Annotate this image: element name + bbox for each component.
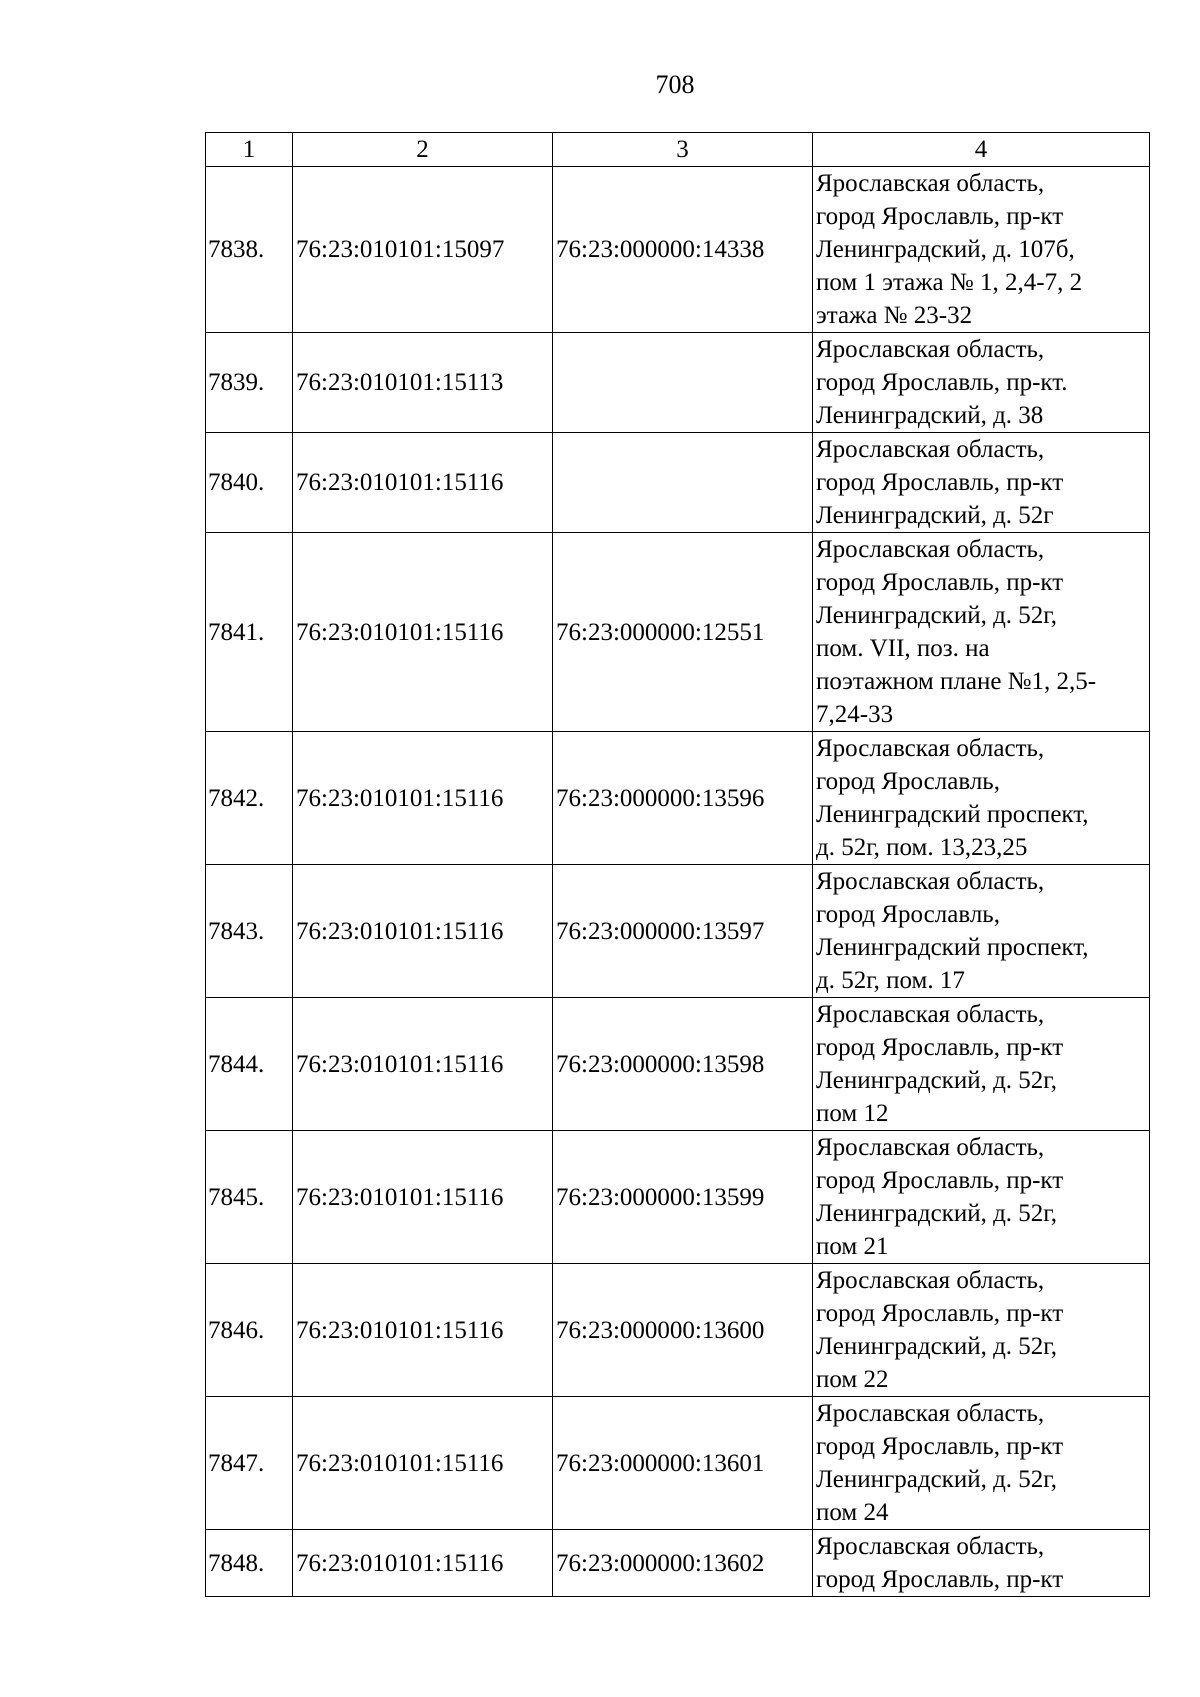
object-cadastral-number-cell: 76:23:000000:13602 <box>553 1530 813 1597</box>
object-cadastral-number-cell: 76:23:000000:12551 <box>553 533 813 732</box>
address-line: Ленинградский, д. 107б, <box>816 236 1075 263</box>
table-row <box>206 533 1150 732</box>
address-cell <box>813 167 1150 333</box>
address-cell <box>813 732 1150 865</box>
address-cell <box>813 1530 1150 1597</box>
cadastral-number-cell: 76:23:010101:15116 <box>293 433 553 533</box>
address-line: этажа № 23-32 <box>816 302 973 329</box>
row-number-cell: 7846. <box>206 1264 293 1397</box>
address-line: пом 12 <box>816 1100 889 1127</box>
object-cadastral-number-cell: 76:23:000000:13597 <box>553 865 813 998</box>
cadastral-number-cell: 76:23:010101:15116 <box>293 1264 553 1397</box>
address-cell <box>813 1264 1150 1397</box>
address-line: Ярославская область, <box>816 735 1045 762</box>
row-number-cell: 7840. <box>206 433 293 533</box>
address-line: Ленинградский, д. 52г, <box>816 1067 1057 1094</box>
column-header-1: 1 <box>206 133 293 167</box>
cadastral-number-cell: 76:23:010101:15116 <box>293 998 553 1131</box>
address-line: Ленинградский, д. 38 <box>816 402 1044 429</box>
address-line: Ленинградский проспект, <box>816 934 1089 961</box>
address-cell <box>813 1397 1150 1530</box>
address-cell <box>813 533 1150 732</box>
row-number-cell: 7843. <box>206 865 293 998</box>
address-line: город Ярославль, пр-кт <box>816 1034 1064 1061</box>
address-line: город Ярославль, <box>816 768 1000 795</box>
address-line: Ленинградский проспект, <box>816 801 1089 828</box>
object-cadastral-number-cell: 76:23:000000:13600 <box>553 1264 813 1397</box>
address-line: пом. VII, поз. на <box>816 635 990 662</box>
page-number: 708 <box>655 70 695 99</box>
column-header-2: 2 <box>293 133 553 167</box>
address-line: Ярославская область, <box>816 1134 1045 1161</box>
table-row <box>206 1397 1150 1530</box>
address-line: город Ярославль, пр-кт <box>816 1566 1064 1593</box>
address-line: пом 22 <box>816 1366 889 1393</box>
address-line: Ярославская область, <box>816 436 1045 463</box>
address-cell <box>813 333 1150 433</box>
row-number-cell: 7847. <box>206 1397 293 1530</box>
table-row <box>206 167 1150 333</box>
table-row <box>206 1131 1150 1264</box>
cadastral-number-cell: 76:23:010101:15116 <box>293 1131 553 1264</box>
address-cell <box>813 433 1150 533</box>
object-cadastral-number-cell: 76:23:000000:13598 <box>553 998 813 1131</box>
cadastral-number-cell: 76:23:010101:15097 <box>293 167 553 333</box>
address-line: Ярославская область, <box>816 1001 1045 1028</box>
object-cadastral-number-cell <box>553 333 813 433</box>
address-line: Ленинградский, д. 52г <box>816 502 1054 529</box>
table-row <box>206 433 1150 533</box>
table-row <box>206 998 1150 1131</box>
address-line: город Ярославль, пр-кт <box>816 1167 1064 1194</box>
address-cell <box>813 998 1150 1131</box>
table-body <box>206 167 1150 1597</box>
table-row <box>206 1530 1150 1597</box>
address-line: город Ярославль, пр-кт <box>816 1433 1064 1460</box>
address-line: город Ярославль, пр-кт <box>816 203 1064 230</box>
cadastral-number-cell: 76:23:010101:15113 <box>293 333 553 433</box>
address-line: пом 1 этажа № 1, 2,4-7, 2 <box>816 269 1083 296</box>
object-cadastral-number-cell: 76:23:000000:13596 <box>553 732 813 865</box>
address-line: пом 24 <box>816 1499 889 1526</box>
address-line: Ленинградский, д. 52г, <box>816 602 1057 629</box>
object-cadastral-number-cell: 76:23:000000:13599 <box>553 1131 813 1264</box>
address-line: Ярославская область, <box>816 868 1045 895</box>
row-number-cell: 7844. <box>206 998 293 1131</box>
address-line: Ленинградский, д. 52г, <box>816 1466 1057 1493</box>
address-line: поэтажном плане №1, 2,5- <box>816 668 1097 695</box>
address-line: Ленинградский, д. 52г, <box>816 1333 1057 1360</box>
address-line: д. 52г, пом. 13,23,25 <box>816 834 1028 861</box>
column-header-3: 3 <box>553 133 813 167</box>
address-line: Ярославская область, <box>816 1533 1045 1560</box>
address-line: Ярославская область, <box>816 1267 1045 1294</box>
address-line: 7,24-33 <box>816 701 894 728</box>
table-row <box>206 333 1150 433</box>
cadastral-number-cell: 76:23:010101:15116 <box>293 533 553 732</box>
row-number-cell: 7842. <box>206 732 293 865</box>
header-row <box>206 133 1150 167</box>
cadastral-number-cell: 76:23:010101:15116 <box>293 1397 553 1530</box>
address-line: Ярославская область, <box>816 170 1045 197</box>
object-cadastral-number-cell: 76:23:000000:13601 <box>553 1397 813 1530</box>
address-line: город Ярославль, <box>816 901 1000 928</box>
row-number-cell: 7838. <box>206 167 293 333</box>
address-cell <box>813 1131 1150 1264</box>
row-number-cell: 7841. <box>206 533 293 732</box>
column-header-4: 4 <box>813 133 1150 167</box>
table-row <box>206 1264 1150 1397</box>
row-number-cell: 7845. <box>206 1131 293 1264</box>
address-line: Ярославская область, <box>816 536 1045 563</box>
cadastral-number-cell: 76:23:010101:15116 <box>293 865 553 998</box>
registry-table <box>205 132 1150 1597</box>
address-line: город Ярославль, пр-кт <box>816 569 1064 596</box>
table-row <box>206 865 1150 998</box>
row-number-cell: 7848. <box>206 1530 293 1597</box>
cadastral-number-cell: 76:23:010101:15116 <box>293 1530 553 1597</box>
address-line: пом 21 <box>816 1233 889 1260</box>
address-line: Ярославская область, <box>816 336 1045 363</box>
address-line: Ярославская область, <box>816 1400 1045 1427</box>
row-number-cell: 7839. <box>206 333 293 433</box>
address-line: город Ярославль, пр-кт <box>816 469 1064 496</box>
cadastral-number-cell: 76:23:010101:15116 <box>293 732 553 865</box>
address-line: Ленинградский, д. 52г, <box>816 1200 1057 1227</box>
address-line: город Ярославль, пр-кт. <box>816 369 1068 396</box>
object-cadastral-number-cell <box>553 433 813 533</box>
address-cell <box>813 865 1150 998</box>
address-line: д. 52г, пом. 17 <box>816 967 965 994</box>
object-cadastral-number-cell: 76:23:000000:14338 <box>553 167 813 333</box>
table-row <box>206 732 1150 865</box>
address-line: город Ярославль, пр-кт <box>816 1300 1064 1327</box>
